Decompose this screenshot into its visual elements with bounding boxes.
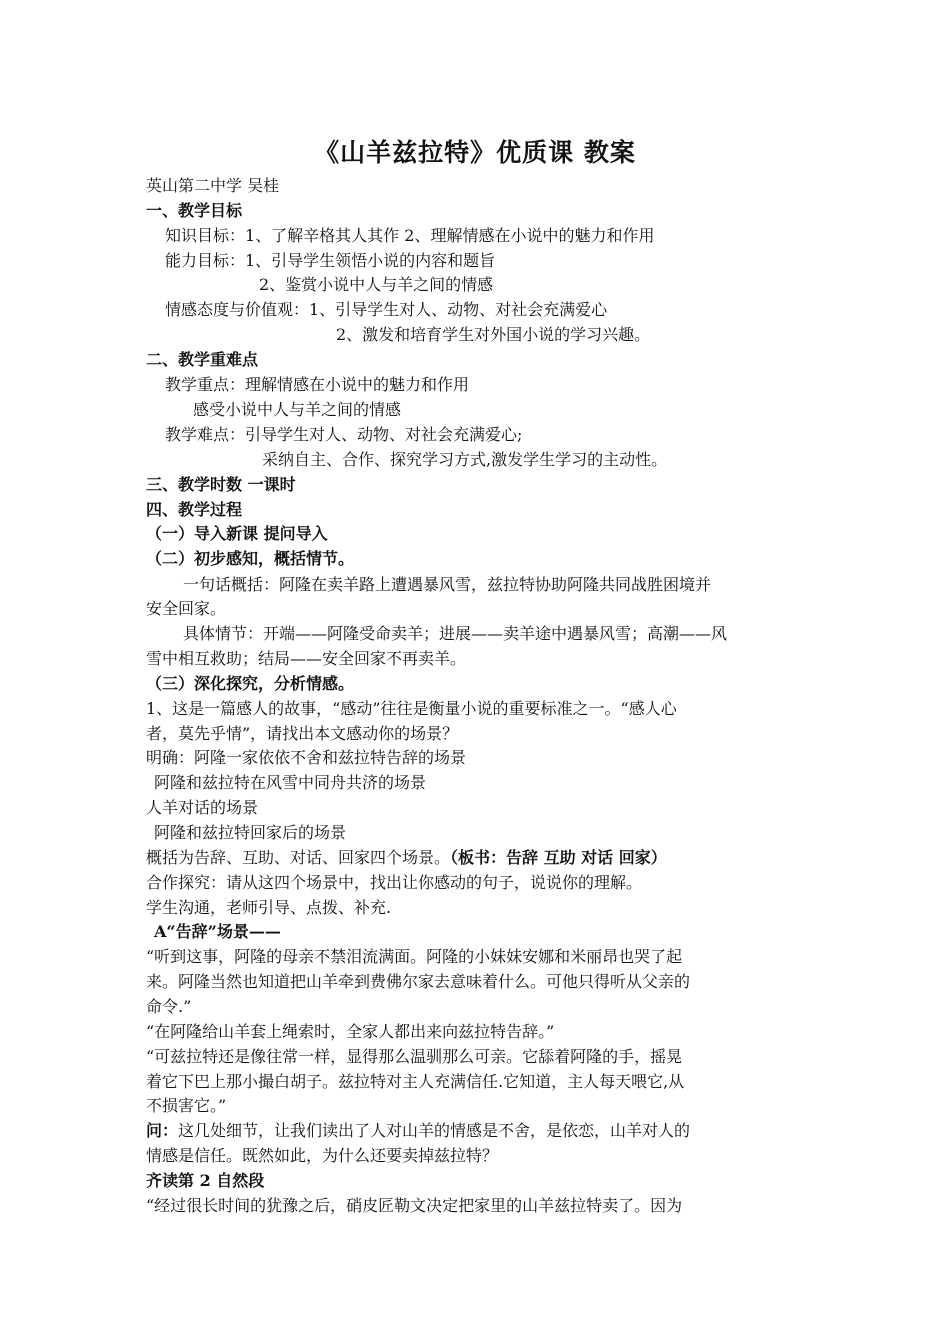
question-1-line-2: 者，莫先乎情”，请找出本文感动你的场景？ <box>146 724 459 743</box>
summary-line-2: 安全回家。 <box>146 599 227 618</box>
scene-summary <box>146 846 667 870</box>
section-heading-hours: 三、教学时数 一课时 <box>146 475 296 494</box>
author-line: 英山第二中学 吴桂 <box>146 176 280 195</box>
question-2-line-1 <box>146 1119 690 1143</box>
summary-line-1: 一句话概括：阿隆在卖羊路上遭遇暴风雪，兹拉特协助阿隆共同战胜困境并 <box>183 575 712 594</box>
key-point-1: 教学重点：理解情感在小说中的魅力和作用 <box>165 375 470 394</box>
difficulty-2: 采纳自主、合作、探究学习方式,激发学生学习的主动性。 <box>262 450 668 469</box>
quote-2: “在阿隆给山羊套上绳索时，全家人都出来向兹拉特告辞。” <box>146 1022 555 1041</box>
plot-line-1: 具体情节：开端——阿隆受命卖羊；进展——卖羊途中遇暴风雪；高潮——风 <box>183 624 728 643</box>
attitude-objective-1: 情感态度与价值观：1、引导学生对人、动物、对社会充满爱心 <box>165 300 608 319</box>
question-label: 问： <box>146 1121 179 1140</box>
difficulty-1: 教学难点：引导学生对人、动物、对社会充满爱心; <box>165 425 523 444</box>
scene-a-heading: A“告辞”场景—— <box>154 922 281 941</box>
quote-3-line-3: 不损害它。” <box>146 1096 227 1115</box>
question-1-line-1: 1、这是一篇感人的故事，“感动”往往是衡量小说的重要标准之一。“感人心 <box>146 699 677 718</box>
answer-scene-3: 人羊对话的场景 <box>146 798 259 817</box>
cooperative-inquiry: 合作探究：请从这四个场景中，找出让你感动的句子，说说你的理解。 <box>146 873 643 892</box>
answer-scene-1: 明确：阿隆一家依依不舍和兹拉特告辞的场景 <box>146 748 467 767</box>
subsection-intro: （一）导入新课 提问导入 <box>146 524 328 543</box>
student-communication: 学生沟通，老师引导、点拨、补充. <box>146 898 392 917</box>
scene-summary-text: 概括为告辞、互助、对话、回家四个场景。 <box>146 848 451 867</box>
question-2-line-2: 情感是信任。既然如此，为什么还要卖掉兹拉特？ <box>146 1146 499 1165</box>
subsection-perception: （二）初步感知，概括情节。 <box>146 549 355 568</box>
section-heading-process: 四、教学过程 <box>146 500 243 519</box>
page-title: 《山羊兹拉特》优质课 教案 <box>314 138 636 167</box>
quote-3-line-2: 着它下巴上那小撮白胡子。兹拉特对主人充满信任.它知道，主人每天喂它,从 <box>146 1072 685 1091</box>
section-heading-objectives: 一、教学目标 <box>146 201 243 220</box>
ability-objective-1: 能力目标：1、引导学生领悟小说的内容和题旨 <box>165 251 496 270</box>
attitude-objective-2: 2、激发和培育学生对外国小说的学习兴趣。 <box>336 325 651 344</box>
key-point-2: 感受小说中人与羊之间的情感 <box>193 400 402 419</box>
board-note: （板书：告辞 互助 对话 回家） <box>450 848 667 867</box>
quote-1-line-1: “听到这事，阿隆的母亲不禁泪流满面。阿隆的小妹妹安娜和米丽昂也哭了起 <box>146 947 683 966</box>
answer-scene-2: 阿隆和兹拉特在风雪中同舟共济的场景 <box>154 773 427 792</box>
quote-1-line-3: 命令.” <box>146 997 192 1016</box>
read-aloud-heading: 齐读第 2 自然段 <box>146 1171 265 1190</box>
knowledge-objective: 知识目标：1、了解辛格其人其作 2、理解情感在小说中的魅力和作用 <box>165 226 655 245</box>
quote-3-line-1: “可兹拉特还是像往常一样，显得那么温驯那么可亲。它舔着阿隆的手，摇晃 <box>146 1047 683 1066</box>
section-heading-key-points: 二、教学重难点 <box>146 350 259 369</box>
question-2-text: 这几处细节，让我们读出了人对山羊的情感是不舍，是依恋，山羊对人的 <box>178 1121 691 1140</box>
plot-line-2: 雪中相互救助；结局——安全回家不再卖羊。 <box>146 649 467 668</box>
ability-objective-2: 2、鉴赏小说中人与羊之间的情感 <box>259 275 494 294</box>
quote-1-line-2: 来。阿隆当然也知道把山羊牵到费佛尔家去意味着什么。可他只得听从父亲的 <box>146 972 691 991</box>
paragraph-2-quote: “经过很长时间的犹豫之后，硝皮匠勒文决定把家里的山羊兹拉特卖了。因为 <box>146 1196 683 1215</box>
answer-scene-4: 阿隆和兹拉特回家后的场景 <box>154 823 347 842</box>
subsection-analysis: （三）深化探究，分析情感。 <box>146 674 355 693</box>
